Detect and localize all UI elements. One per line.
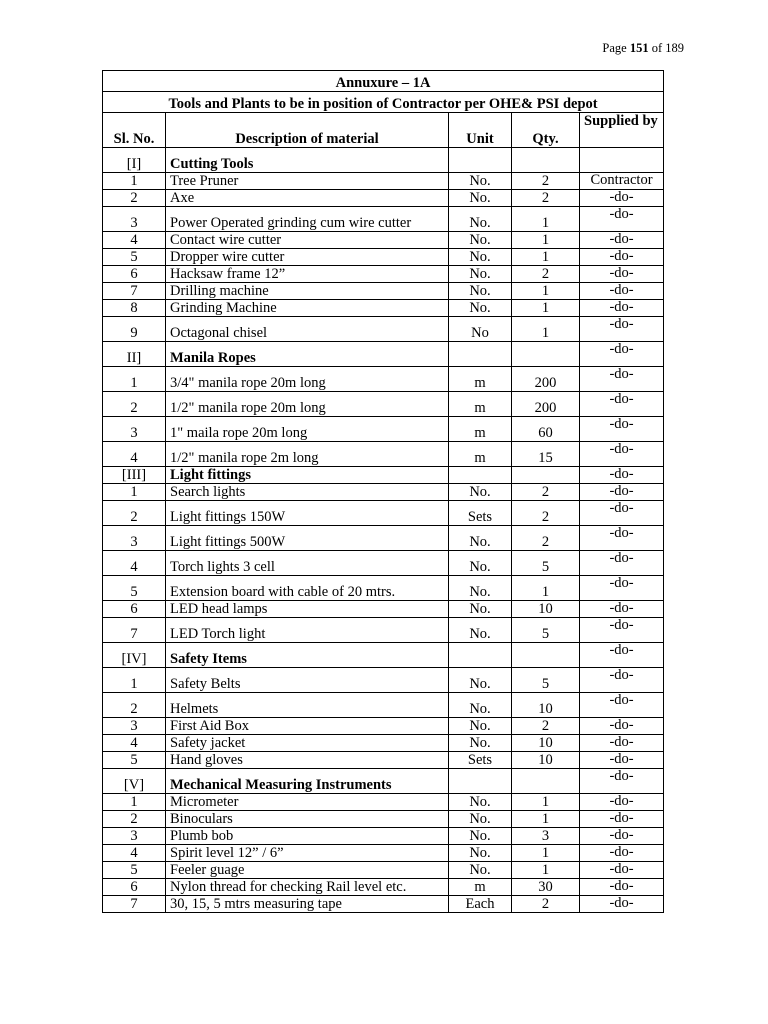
description-cell: Dropper wire cutter xyxy=(166,249,449,266)
supplied-by-cell: -do- xyxy=(580,879,664,896)
sl-no-cell: [V] xyxy=(103,769,166,794)
qty-cell: 1 xyxy=(512,862,580,879)
table-row xyxy=(103,367,664,392)
unit-cell: m xyxy=(449,367,512,392)
unit-cell: No. xyxy=(449,811,512,828)
unit-cell: Each xyxy=(449,896,512,913)
sl-no-cell: 2 xyxy=(103,190,166,207)
sl-no-cell: [III] xyxy=(103,467,166,484)
title-row xyxy=(103,71,664,92)
table-row xyxy=(103,484,664,501)
unit-cell: No. xyxy=(449,601,512,618)
description-cell: LED head lamps xyxy=(166,601,449,618)
qty-cell: 2 xyxy=(512,190,580,207)
supplied-by-cell: -do- xyxy=(580,342,664,367)
unit-cell xyxy=(449,342,512,367)
supplied-by-cell: -do- xyxy=(580,300,664,317)
unit-cell xyxy=(449,148,512,173)
sl-no-cell: 1 xyxy=(103,367,166,392)
section-row xyxy=(103,769,664,794)
description-cell: Grinding Machine xyxy=(166,300,449,317)
description-cell: Helmets xyxy=(166,693,449,718)
qty-cell: 2 xyxy=(512,896,580,913)
table-row xyxy=(103,232,664,249)
description-cell: Extension board with cable of 20 mtrs. xyxy=(166,576,449,601)
description-cell: Axe xyxy=(166,190,449,207)
qty-cell: 1 xyxy=(512,317,580,342)
sl-no-cell: 5 xyxy=(103,576,166,601)
section-row xyxy=(103,148,664,173)
section-row xyxy=(103,342,664,367)
qty-cell: 10 xyxy=(512,735,580,752)
sl-no-cell: 5 xyxy=(103,249,166,266)
sl-no-cell: 7 xyxy=(103,618,166,643)
description-cell: Drilling machine xyxy=(166,283,449,300)
sl-no-cell: 2 xyxy=(103,693,166,718)
qty-cell: 3 xyxy=(512,828,580,845)
section-row xyxy=(103,643,664,668)
qty-cell: 2 xyxy=(512,526,580,551)
sl-no-cell: II] xyxy=(103,342,166,367)
unit-cell: No. xyxy=(449,862,512,879)
table-row xyxy=(103,601,664,618)
description-cell: LED Torch light xyxy=(166,618,449,643)
supplied-by-cell: -do- xyxy=(580,618,664,643)
table-row xyxy=(103,752,664,769)
qty-cell: 2 xyxy=(512,266,580,283)
sl-no-cell: 4 xyxy=(103,845,166,862)
unit-cell: No. xyxy=(449,283,512,300)
description-cell: Tree Pruner xyxy=(166,173,449,190)
description-cell: Power Operated grinding cum wire cutter xyxy=(166,207,449,232)
description-cell: Light fittings xyxy=(166,467,449,484)
unit-cell: No. xyxy=(449,300,512,317)
qty-cell xyxy=(512,643,580,668)
table-row xyxy=(103,668,664,693)
supplied-by-cell: -do- xyxy=(580,769,664,794)
sl-no-cell: 4 xyxy=(103,735,166,752)
supplied-by-cell xyxy=(580,148,664,173)
qty-cell: 1 xyxy=(512,300,580,317)
description-cell: Contact wire cutter xyxy=(166,232,449,249)
supplied-by-cell: -do- xyxy=(580,828,664,845)
supplied-by-cell: -do- xyxy=(580,501,664,526)
description-cell: Hacksaw frame 12” xyxy=(166,266,449,283)
description-cell: Micrometer xyxy=(166,794,449,811)
qty-cell: 1 xyxy=(512,232,580,249)
description-cell: 1/2" manila rope 20m long xyxy=(166,392,449,417)
table-row xyxy=(103,392,664,417)
supplied-by-cell: -do- xyxy=(580,392,664,417)
header-row xyxy=(103,113,664,148)
supplied-by-cell: -do- xyxy=(580,417,664,442)
description-cell: Torch lights 3 cell xyxy=(166,551,449,576)
supplied-by-cell: -do- xyxy=(580,601,664,618)
page-current: 151 xyxy=(629,41,649,55)
unit-cell: No. xyxy=(449,845,512,862)
table-row xyxy=(103,862,664,879)
qty-cell: 1 xyxy=(512,794,580,811)
sl-no-cell: 9 xyxy=(103,317,166,342)
table-row xyxy=(103,845,664,862)
supplied-by-cell: -do- xyxy=(580,862,664,879)
qty-cell xyxy=(512,342,580,367)
unit-cell: Sets xyxy=(449,752,512,769)
qty-cell: 200 xyxy=(512,392,580,417)
supplied-by-cell: Contractor xyxy=(580,173,664,190)
description-cell: Plumb bob xyxy=(166,828,449,845)
header-sl-no: Sl. No. xyxy=(103,113,166,148)
supplied-by-cell: -do- xyxy=(580,249,664,266)
unit-cell: No. xyxy=(449,794,512,811)
table-row xyxy=(103,173,664,190)
annexure-title: Annuxure – 1A xyxy=(103,71,664,92)
table-row xyxy=(103,266,664,283)
qty-cell: 2 xyxy=(512,501,580,526)
qty-cell: 1 xyxy=(512,845,580,862)
header-description: Description of material xyxy=(166,113,449,148)
supplied-by-cell: -do- xyxy=(580,794,664,811)
qty-cell: 2 xyxy=(512,173,580,190)
qty-cell xyxy=(512,148,580,173)
qty-cell: 60 xyxy=(512,417,580,442)
sl-no-cell: 5 xyxy=(103,752,166,769)
supplied-by-cell: -do- xyxy=(580,190,664,207)
description-cell: Search lights xyxy=(166,484,449,501)
description-cell: 30, 15, 5 mtrs measuring tape xyxy=(166,896,449,913)
header-supplied-by: Supplied by xyxy=(580,113,664,148)
unit-cell: No. xyxy=(449,526,512,551)
description-cell: Safety Belts xyxy=(166,668,449,693)
description-cell: Binoculars xyxy=(166,811,449,828)
description-cell: Cutting Tools xyxy=(166,148,449,173)
table-row xyxy=(103,718,664,735)
sl-no-cell: 6 xyxy=(103,879,166,896)
sl-no-cell: 1 xyxy=(103,484,166,501)
qty-cell: 1 xyxy=(512,576,580,601)
page-of: of xyxy=(651,41,663,55)
sl-no-cell: 6 xyxy=(103,601,166,618)
table-row xyxy=(103,207,664,232)
description-cell: 1" maila rope 20m long xyxy=(166,417,449,442)
sl-no-cell: 1 xyxy=(103,668,166,693)
sl-no-cell: 7 xyxy=(103,283,166,300)
page-label: Page xyxy=(602,41,627,55)
supplied-by-cell: -do- xyxy=(580,668,664,693)
unit-cell: No. xyxy=(449,266,512,283)
supplied-by-cell: -do- xyxy=(580,693,664,718)
supplied-by-cell: -do- xyxy=(580,367,664,392)
description-cell: Mechanical Measuring Instruments xyxy=(166,769,449,794)
qty-cell: 5 xyxy=(512,618,580,643)
unit-cell: No. xyxy=(449,232,512,249)
qty-cell: 10 xyxy=(512,693,580,718)
sl-no-cell: 3 xyxy=(103,526,166,551)
table-row xyxy=(103,896,664,913)
table-row xyxy=(103,317,664,342)
sl-no-cell: 4 xyxy=(103,551,166,576)
unit-cell: m xyxy=(449,879,512,896)
supplied-by-cell: -do- xyxy=(580,283,664,300)
qty-cell xyxy=(512,769,580,794)
sl-no-cell: [I] xyxy=(103,148,166,173)
supplied-by-cell: -do- xyxy=(580,811,664,828)
sl-no-cell: 4 xyxy=(103,442,166,467)
sl-no-cell: 3 xyxy=(103,207,166,232)
sl-no-cell: 2 xyxy=(103,501,166,526)
qty-cell: 5 xyxy=(512,551,580,576)
qty-cell: 1 xyxy=(512,811,580,828)
sl-no-cell: 6 xyxy=(103,266,166,283)
unit-cell: No. xyxy=(449,576,512,601)
table-row xyxy=(103,735,664,752)
qty-cell: 1 xyxy=(512,283,580,300)
annexure-table xyxy=(102,70,664,913)
table-row xyxy=(103,501,664,526)
unit-cell: m xyxy=(449,392,512,417)
supplied-by-cell: -do- xyxy=(580,232,664,249)
table-row xyxy=(103,879,664,896)
qty-cell: 15 xyxy=(512,442,580,467)
supplied-by-cell: -do- xyxy=(580,207,664,232)
unit-cell: No. xyxy=(449,828,512,845)
sl-no-cell: 3 xyxy=(103,828,166,845)
header-unit: Unit xyxy=(449,113,512,148)
supplied-by-cell: -do- xyxy=(580,317,664,342)
supplied-by-cell: -do- xyxy=(580,643,664,668)
table-row xyxy=(103,249,664,266)
supplied-by-cell: -do- xyxy=(580,467,664,484)
annexure-subtitle: Tools and Plants to be in position of Contractor per OHE& PSI depot xyxy=(103,92,664,113)
sl-no-cell: 5 xyxy=(103,862,166,879)
sl-no-cell: 7 xyxy=(103,896,166,913)
unit-cell: No. xyxy=(449,207,512,232)
subtitle-row xyxy=(103,92,664,113)
supplied-by-cell: -do- xyxy=(580,576,664,601)
description-cell: Light fittings 150W xyxy=(166,501,449,526)
unit-cell: No. xyxy=(449,190,512,207)
page-number xyxy=(602,41,684,56)
supplied-by-cell: -do- xyxy=(580,735,664,752)
supplied-by-cell: -do- xyxy=(580,896,664,913)
supplied-by-cell: -do- xyxy=(580,752,664,769)
unit-cell: No. xyxy=(449,173,512,190)
supplied-by-cell: -do- xyxy=(580,718,664,735)
table-row xyxy=(103,190,664,207)
unit-cell: No xyxy=(449,317,512,342)
table-row xyxy=(103,300,664,317)
description-cell: Light fittings 500W xyxy=(166,526,449,551)
table-row xyxy=(103,551,664,576)
table-row xyxy=(103,442,664,467)
description-cell: Safety jacket xyxy=(166,735,449,752)
page-total: 189 xyxy=(665,41,684,55)
description-cell: Hand gloves xyxy=(166,752,449,769)
table-row xyxy=(103,526,664,551)
table-row xyxy=(103,618,664,643)
qty-cell: 2 xyxy=(512,718,580,735)
supplied-by-cell: -do- xyxy=(580,845,664,862)
description-cell: Spirit level 12” / 6” xyxy=(166,845,449,862)
sl-no-cell: 4 xyxy=(103,232,166,249)
sl-no-cell: 1 xyxy=(103,794,166,811)
sl-no-cell: 3 xyxy=(103,417,166,442)
unit-cell: No. xyxy=(449,249,512,266)
unit-cell: No. xyxy=(449,668,512,693)
unit-cell: m xyxy=(449,417,512,442)
supplied-by-cell: -do- xyxy=(580,551,664,576)
sl-no-cell: 2 xyxy=(103,811,166,828)
unit-cell xyxy=(449,467,512,484)
table-row xyxy=(103,576,664,601)
qty-cell: 10 xyxy=(512,601,580,618)
supplied-by-cell: -do- xyxy=(580,266,664,283)
table-row xyxy=(103,417,664,442)
qty-cell: 30 xyxy=(512,879,580,896)
sl-no-cell: 3 xyxy=(103,718,166,735)
unit-cell: No. xyxy=(449,735,512,752)
description-cell: 3/4" manila rope 20m long xyxy=(166,367,449,392)
qty-cell xyxy=(512,467,580,484)
unit-cell: No. xyxy=(449,718,512,735)
qty-cell: 1 xyxy=(512,249,580,266)
table-row xyxy=(103,811,664,828)
unit-cell: No. xyxy=(449,551,512,576)
supplied-by-cell: -do- xyxy=(580,526,664,551)
unit-cell xyxy=(449,769,512,794)
qty-cell: 5 xyxy=(512,668,580,693)
description-cell: Nylon thread for checking Rail level etc. xyxy=(166,879,449,896)
qty-cell: 200 xyxy=(512,367,580,392)
header-qty: Qty. xyxy=(512,113,580,148)
description-cell: Feeler guage xyxy=(166,862,449,879)
sl-no-cell: 8 xyxy=(103,300,166,317)
unit-cell: No. xyxy=(449,693,512,718)
unit-cell: No. xyxy=(449,484,512,501)
description-cell: Safety Items xyxy=(166,643,449,668)
sl-no-cell: 2 xyxy=(103,392,166,417)
section-row xyxy=(103,467,664,484)
table-row xyxy=(103,794,664,811)
table-row xyxy=(103,693,664,718)
unit-cell: No. xyxy=(449,618,512,643)
qty-cell: 1 xyxy=(512,207,580,232)
supplied-by-cell: -do- xyxy=(580,484,664,501)
unit-cell xyxy=(449,643,512,668)
description-cell: First Aid Box xyxy=(166,718,449,735)
sl-no-cell: [IV] xyxy=(103,643,166,668)
table-row xyxy=(103,828,664,845)
supplied-by-cell: -do- xyxy=(580,442,664,467)
qty-cell: 2 xyxy=(512,484,580,501)
qty-cell: 10 xyxy=(512,752,580,769)
table-row xyxy=(103,283,664,300)
description-cell: 1/2" manila rope 2m long xyxy=(166,442,449,467)
description-cell: Manila Ropes xyxy=(166,342,449,367)
unit-cell: m xyxy=(449,442,512,467)
description-cell: Octagonal chisel xyxy=(166,317,449,342)
sl-no-cell: 1 xyxy=(103,173,166,190)
unit-cell: Sets xyxy=(449,501,512,526)
